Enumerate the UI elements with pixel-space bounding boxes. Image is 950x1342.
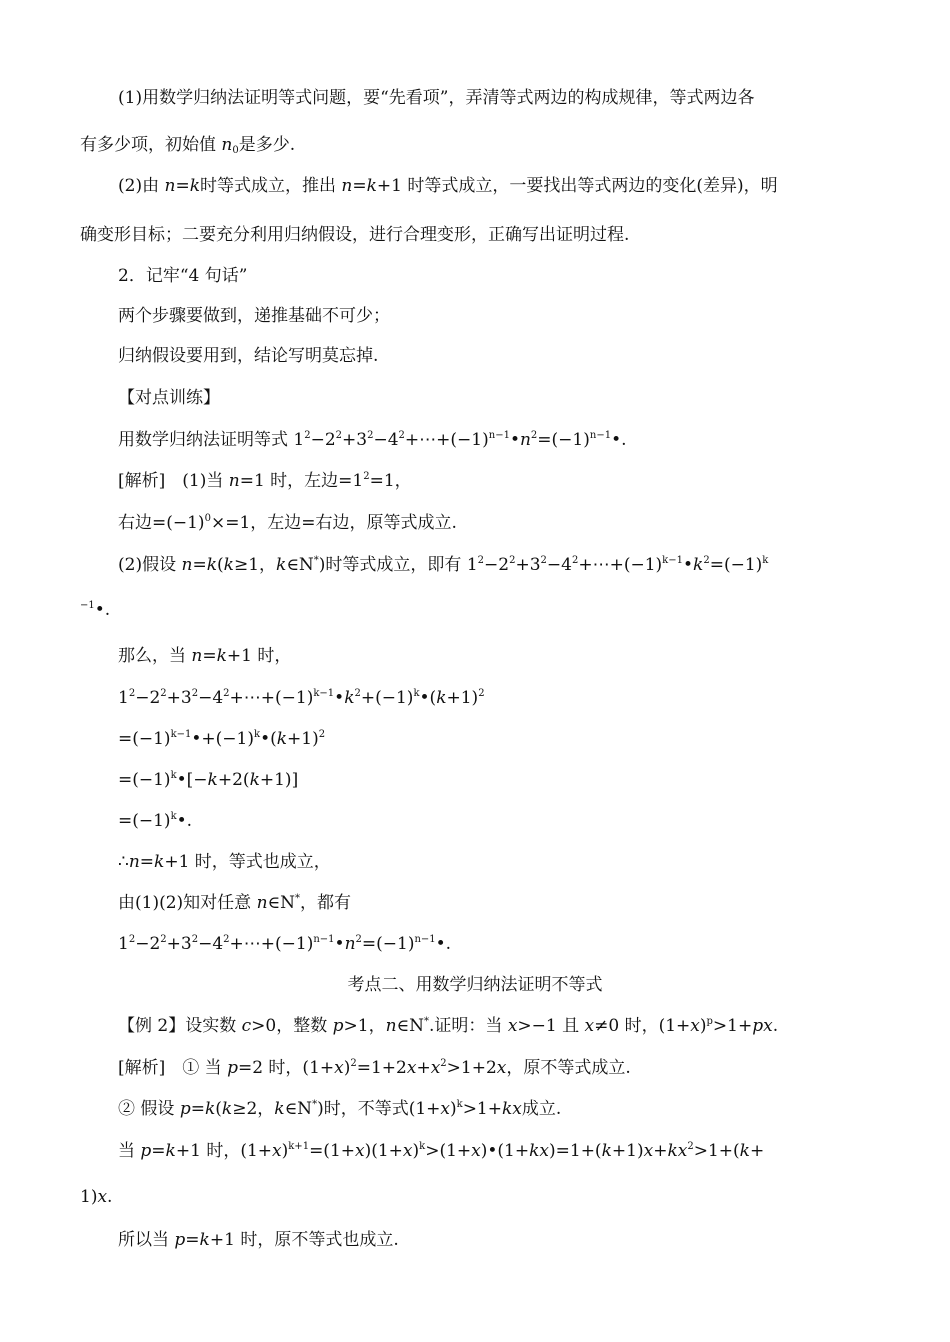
- text-run: >(1+: [425, 1141, 472, 1161]
- text-run: k−1: [662, 555, 683, 566]
- text-run: n: [341, 176, 353, 196]
- text-run: n−1: [488, 430, 510, 441]
- para-line-7: [118, 344, 378, 368]
- text-run: •.: [611, 430, 627, 450]
- text-run: −1: [80, 600, 95, 611]
- text-run: .证明：当: [429, 1016, 508, 1036]
- example-solution-4: [80, 1185, 112, 1209]
- text-run: =(−1): [537, 430, 590, 450]
- text-run: n: [128, 852, 140, 872]
- text-run: k: [419, 1141, 426, 1152]
- text-run: +⋯+(−1): [404, 430, 489, 450]
- text-run: k: [274, 1099, 285, 1119]
- para-line-1: [118, 86, 754, 110]
- text-run: 2: [191, 688, 199, 699]
- formula-conclusion: [118, 932, 451, 956]
- text-run: >1，: [343, 1016, 386, 1036]
- text-run: k: [456, 1099, 463, 1110]
- text-run: 确变形目标；二要充分利用归纳假设，进行合理变形，正确写出证明过程.: [80, 225, 630, 245]
- text-run: −2: [310, 430, 336, 450]
- text-run: n: [181, 555, 193, 575]
- text-run: •+(−1): [191, 729, 254, 749]
- text-run: kx: [667, 1141, 688, 1161]
- text-run: ×=1，左边=右边，原等式成立.: [210, 513, 457, 533]
- text-run: *: [312, 1099, 318, 1110]
- text-run: )时，不等式(1+: [317, 1099, 441, 1119]
- text-run: x: [97, 1187, 108, 1207]
- solution-line-5: [118, 644, 291, 668]
- text-run: n: [221, 135, 233, 155]
- text-run: ): [412, 1141, 420, 1161]
- text-run: =: [190, 1099, 205, 1119]
- text-run: +1 时，原不等式也成立.: [209, 1230, 399, 1250]
- text-run: 2．记牢“4 句话”: [118, 266, 248, 286]
- text-run: 2: [160, 934, 167, 945]
- text-run: ∈N: [396, 1016, 424, 1036]
- text-run: ∴: [118, 852, 129, 872]
- section-heading: [118, 264, 247, 288]
- para-line-4: [80, 223, 629, 247]
- text-run: 归纳假设要用到，结论写明莫忘掉.: [118, 346, 379, 366]
- text-run: =: [175, 176, 190, 196]
- solution-line-6: [118, 850, 331, 874]
- text-run: 1: [118, 688, 129, 708]
- text-run: =: [151, 1141, 166, 1161]
- text-run: 2: [191, 934, 199, 945]
- text-run: 【例 2】设实数: [118, 1016, 242, 1036]
- text-run: x: [402, 1141, 413, 1161]
- text-run: .: [107, 1187, 113, 1207]
- text-run: +⋯+(−1): [229, 934, 314, 954]
- text-run: 2: [350, 1058, 357, 1069]
- text-run: +1): [611, 1141, 644, 1161]
- text-run: p: [227, 1058, 238, 1078]
- text-run: +1): [446, 688, 479, 708]
- text-run: 2: [335, 430, 343, 441]
- text-run: k−1: [170, 729, 192, 740]
- text-run: p: [332, 1016, 344, 1036]
- text-run: k: [170, 811, 177, 822]
- text-run: 0: [232, 145, 239, 156]
- text-run: +3: [342, 430, 368, 450]
- solution-line-1: [118, 469, 412, 493]
- solution-line-7: [118, 891, 351, 915]
- text-run: 2: [355, 934, 362, 945]
- formula-line-3: [118, 768, 298, 792]
- text-run: [解析] (1)当: [118, 471, 229, 491]
- text-run: •: [682, 555, 694, 575]
- text-run: k: [366, 176, 377, 196]
- text-run: n: [344, 934, 356, 954]
- text-run: k: [204, 1099, 216, 1119]
- text-run: ): [449, 1099, 457, 1119]
- text-run: +1): [287, 729, 319, 749]
- text-run: =(−1): [118, 770, 171, 790]
- text-run: k: [223, 555, 234, 575]
- text-run: −2: [135, 934, 161, 954]
- text-run: p: [140, 1141, 152, 1161]
- text-run: k: [436, 688, 447, 708]
- text-run: n−1: [414, 934, 436, 945]
- text-run: kx: [502, 1099, 522, 1119]
- text-run: 2: [478, 688, 485, 699]
- solution-line-2: [118, 511, 457, 535]
- text-run: >1+: [462, 1099, 502, 1119]
- example-solution-1: [118, 1056, 631, 1080]
- text-run: k: [221, 1099, 233, 1119]
- text-run: )•(1+: [480, 1141, 530, 1161]
- example-solution-2: [118, 1097, 561, 1121]
- text-run: k: [276, 729, 288, 749]
- text-run: n−1: [313, 934, 335, 945]
- text-run: k: [739, 1141, 750, 1161]
- text-run: 有多少项，初始值: [80, 135, 222, 155]
- text-run: ∈N: [267, 893, 295, 913]
- text-run: =1，: [369, 471, 412, 491]
- text-run: k: [216, 646, 227, 666]
- text-run: x: [406, 1058, 417, 1078]
- text-run: (1)用数学归纳法证明等式问题，要“先看项”，弄清等式两边的构成规律，等式两边各: [118, 88, 755, 108]
- text-run: +⋯+(−1): [578, 555, 663, 575]
- text-run: =(−1): [361, 934, 415, 954]
- text-run: +⋯+(−1): [229, 688, 314, 708]
- text-run: 2: [160, 688, 167, 699]
- text-run: x: [471, 1141, 481, 1161]
- text-run: k: [206, 555, 217, 575]
- text-run: =: [352, 176, 367, 196]
- text-run: 由(1)(2)知对任意: [118, 893, 257, 913]
- text-run: ): [343, 1058, 351, 1078]
- para-line-2: [80, 133, 295, 157]
- text-run: =1+2: [356, 1058, 407, 1078]
- formula-line-4: [118, 809, 192, 833]
- text-run: x: [507, 1016, 518, 1036]
- text-run: (2)由: [118, 176, 165, 196]
- text-run: 2: [363, 471, 370, 482]
- text-run: k: [170, 770, 177, 781]
- text-run: 2: [477, 555, 485, 566]
- solution-line-4: [80, 598, 110, 622]
- text-run: 1: [118, 934, 129, 954]
- text-run: −4: [546, 555, 572, 575]
- text-run: +3: [166, 934, 192, 954]
- text-run: 2: [398, 430, 405, 441]
- text-run: +(−1): [360, 688, 414, 708]
- text-run: k: [165, 1141, 176, 1161]
- text-run: •: [509, 430, 520, 450]
- text-run: +1 时等式成立，一要找出等式两边的变化(差异)，明: [376, 176, 778, 196]
- exercise-heading: [118, 386, 220, 410]
- text-run: 2: [687, 1141, 694, 1152]
- text-run: +1)]: [259, 770, 299, 790]
- text-run: ≥1，: [233, 555, 277, 575]
- text-run: 2: [304, 430, 311, 441]
- text-run: •.: [435, 934, 452, 954]
- text-run: n: [385, 1016, 397, 1036]
- text-run: x: [334, 1058, 344, 1078]
- text-run: (2)假设: [118, 555, 182, 575]
- text-run: =(−1): [118, 811, 171, 831]
- text-run: )=1+(: [549, 1141, 602, 1161]
- text-run: =2 时，(1+: [237, 1058, 335, 1078]
- text-run: k: [199, 1230, 210, 1250]
- text-run: x: [430, 1058, 441, 1078]
- text-run: c: [241, 1016, 252, 1036]
- text-run: k: [254, 729, 261, 740]
- text-run: =: [202, 646, 217, 666]
- text-run: >1+: [712, 1016, 753, 1036]
- text-run: >1+2: [446, 1058, 497, 1078]
- text-run: k: [344, 688, 355, 708]
- text-run: =(−1): [709, 555, 763, 575]
- text-run: +: [416, 1058, 431, 1078]
- text-run: k: [249, 770, 260, 790]
- text-run: =: [192, 555, 207, 575]
- solution-line-3: [118, 553, 768, 577]
- text-run: =(−1): [118, 729, 171, 749]
- text-run: •(: [419, 688, 437, 708]
- text-run: −4: [198, 688, 224, 708]
- text-run: •.: [176, 811, 193, 831]
- text-run: >0，整数: [251, 1016, 333, 1036]
- text-run: )(1+: [364, 1141, 403, 1161]
- text-run: −2: [135, 688, 161, 708]
- text-run: ): [699, 1016, 707, 1036]
- text-run: k: [189, 176, 200, 196]
- text-run: ≠0 时，(1+: [594, 1016, 691, 1036]
- text-run: n: [164, 176, 176, 196]
- text-run: 2: [223, 688, 230, 699]
- text-run: p: [706, 1016, 713, 1027]
- text-run: =: [185, 1230, 200, 1250]
- text-run: ∈N: [284, 1099, 313, 1119]
- text-run: +: [653, 1141, 668, 1161]
- text-run: x: [272, 1141, 282, 1161]
- example-statement: [118, 1014, 778, 1038]
- text-run: k: [207, 770, 218, 790]
- text-run: 2: [530, 430, 538, 441]
- text-run: 2: [509, 555, 516, 566]
- text-run: 所以当: [118, 1230, 175, 1250]
- text-run: •: [334, 688, 345, 708]
- text-run: x: [584, 1016, 595, 1036]
- text-run: 2: [318, 729, 326, 740]
- text-run: k: [693, 555, 704, 575]
- text-run: ∈N: [286, 555, 314, 575]
- text-run: x: [496, 1058, 507, 1078]
- text-run: +1 时，(1+: [175, 1141, 273, 1161]
- text-run: •[−: [176, 770, 208, 790]
- text-run: =1 时，左边=1: [239, 471, 364, 491]
- text-run: k: [762, 555, 769, 566]
- topic-heading: [0, 973, 950, 997]
- text-run: n−1: [589, 430, 612, 441]
- formula-line-1: [118, 686, 485, 710]
- text-run: )时等式成立，即有 1: [318, 555, 478, 575]
- text-run: k: [154, 852, 165, 872]
- formula-line-2: [118, 727, 325, 751]
- text-run: +1 时，等式也成立，: [164, 852, 331, 872]
- text-run: 2: [128, 688, 136, 699]
- text-run: +2(: [217, 770, 250, 790]
- text-run: ② 假设: [118, 1099, 180, 1119]
- text-run: *: [424, 1016, 429, 1027]
- text-run: >1+(: [693, 1141, 740, 1161]
- text-run: 0: [204, 513, 211, 524]
- text-run: ): [281, 1141, 289, 1161]
- text-run: 是多少.: [238, 135, 296, 155]
- text-run: .: [772, 1016, 779, 1036]
- text-run: k+1: [288, 1141, 310, 1152]
- text-run: ，原不等式成立.: [506, 1058, 631, 1078]
- text-run: +: [749, 1141, 765, 1161]
- text-run: 2: [571, 555, 579, 566]
- text-run: 2: [367, 430, 374, 441]
- text-run: n: [228, 471, 240, 491]
- text-run: n: [191, 646, 203, 666]
- para-line-6: [118, 304, 390, 328]
- text-run: px: [752, 1016, 773, 1036]
- text-run: p: [174, 1230, 186, 1250]
- text-run: •.: [94, 600, 111, 620]
- text-run: 2: [354, 688, 361, 699]
- text-run: 2: [128, 934, 136, 945]
- text-run: k: [601, 1141, 612, 1161]
- text-run: ，都有: [300, 893, 351, 913]
- text-run: −2: [484, 555, 510, 575]
- text-run: −4: [198, 934, 224, 954]
- text-run: −4: [373, 430, 399, 450]
- text-run: =: [139, 852, 155, 872]
- text-run: ≥2，: [232, 1099, 275, 1119]
- text-run: k−1: [313, 688, 335, 699]
- text-run: 用数学归纳法证明等式 1: [118, 430, 305, 450]
- text-run: *: [295, 893, 300, 904]
- text-run: 那么，当: [118, 646, 192, 666]
- text-run: n: [519, 430, 531, 450]
- text-run: x: [440, 1099, 450, 1119]
- text-run: n: [256, 893, 268, 913]
- text-run: 两个步骤要做到，递推基础不可少；: [118, 306, 390, 326]
- text-run: p: [179, 1099, 191, 1119]
- text-run: 2: [223, 934, 230, 945]
- text-run: 考点二、用数学归纳法证明不等式: [347, 975, 603, 995]
- example-solution-5: [118, 1228, 399, 1252]
- para-line-3: [118, 174, 778, 198]
- text-run: k: [413, 688, 420, 699]
- text-run: +3: [166, 688, 192, 708]
- text-run: 右边=(−1): [118, 513, 205, 533]
- exercise-statement: [118, 428, 627, 452]
- text-run: >−1 且: [517, 1016, 585, 1036]
- text-run: [解析] ① 当: [118, 1058, 228, 1078]
- text-run: *: [313, 555, 319, 566]
- text-run: kx: [529, 1141, 549, 1161]
- text-run: =(1+: [309, 1141, 355, 1161]
- text-run: x: [690, 1016, 700, 1036]
- example-solution-3: [118, 1139, 764, 1163]
- text-run: 成立.: [521, 1099, 562, 1119]
- text-run: 当: [118, 1141, 141, 1161]
- text-run: •(: [260, 729, 277, 749]
- text-run: (: [217, 555, 224, 575]
- text-run: •: [334, 934, 345, 954]
- text-run: 2: [540, 555, 547, 566]
- text-run: 【对点训练】: [118, 388, 220, 408]
- text-run: 2: [703, 555, 710, 566]
- text-run: 时等式成立，推出: [200, 176, 342, 196]
- text-run: 2: [440, 1058, 447, 1069]
- text-run: +1 时，: [226, 646, 292, 666]
- text-run: +3: [515, 555, 541, 575]
- text-run: x: [355, 1141, 365, 1161]
- text-run: (: [215, 1099, 222, 1119]
- text-run: 1): [80, 1187, 98, 1207]
- text-run: x: [643, 1141, 654, 1161]
- text-run: k: [276, 555, 287, 575]
